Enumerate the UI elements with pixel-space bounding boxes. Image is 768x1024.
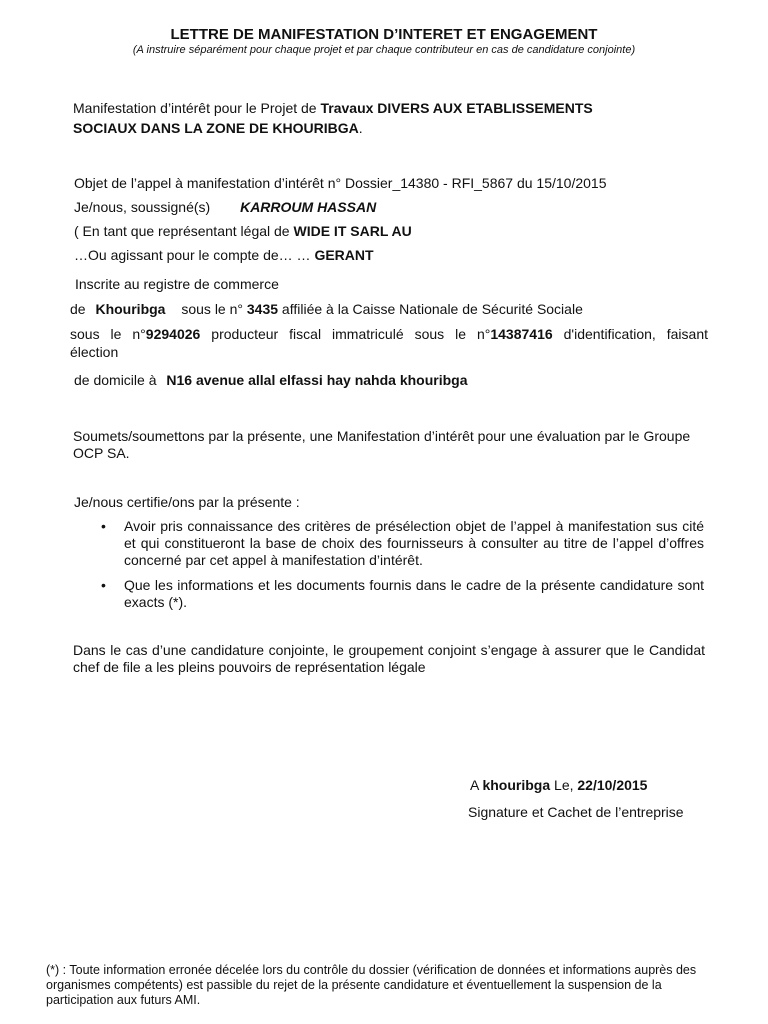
bullet-dot-2: • xyxy=(101,577,106,593)
document-subtitle: (A instruire séparément pour chaque projet et par chaque contributeur en cas de candidature conjointe) xyxy=(132,44,636,56)
rc-city: Khouribga xyxy=(95,301,166,317)
signatory-label: Je/nous, soussigné(s) xyxy=(74,199,211,215)
rc-line xyxy=(70,301,583,317)
if-number: 14387416 xyxy=(490,326,553,342)
rc-mid: sous le n° xyxy=(181,301,243,317)
certifie-line: Je/nous certifie/ons par la présente : xyxy=(74,494,300,510)
bullet-dot-1: • xyxy=(101,518,106,534)
cnss-line-1 xyxy=(70,326,708,342)
domicile-line xyxy=(74,372,468,388)
project-intro: Manifestation d’intérêt pour le Projet de xyxy=(73,100,321,116)
date-value: 22/10/2015 xyxy=(577,777,648,793)
conjointe-paragraph: Dans le cas d’une candidature conjointe, le groupement conjoint s’engage à assurer que le Candidat chef de file a les pleins pouvoirs de représentation légale xyxy=(73,642,705,675)
date-city: khouribga xyxy=(482,777,551,793)
cnss-suffix: d'identification, faisant xyxy=(552,326,709,342)
project-end: . xyxy=(358,120,363,136)
cnss-line-2: élection xyxy=(70,344,119,360)
rc-prefix: de xyxy=(70,301,86,317)
project-name-part-2: SOCIAUX DANS LA ZONE DE KHOURIBGA xyxy=(73,120,359,136)
date-prefix: A xyxy=(470,777,483,793)
date-line xyxy=(470,777,647,793)
rc-number: 3435 xyxy=(246,301,279,317)
cnss-number: 9294026 xyxy=(145,326,201,342)
footnote: (*) : Toute information erronée décelée lors du contrôle du dossier (vérification de données et informations auprès des organismes compétents) est passible du rejet de la présente candidature et éventuellement la suspension de la participation aux futurs AMI. xyxy=(46,963,697,1007)
domicile-prefix: de domicile à xyxy=(74,372,157,388)
cnss-line xyxy=(70,326,708,360)
domicile-address: N16 avenue allal elfassi hay nahda khouribga xyxy=(166,372,468,388)
soumets-paragraph: Soumets/soumettons par la présente, une Manifestation d’intérêt pour une évaluation par le Groupe OCP SA. xyxy=(73,428,691,461)
bullet-item-2: Que les informations et les documents fournis dans le cadre de la présente candidature sont exacts (*). xyxy=(124,577,704,610)
bullet-item-1: Avoir pris connaissance des critères de présélection objet de l’appel à manifestation sus cité et qui constitueront la base de choix des fournisseurs à consulter au titre de l’appel d’offres concerné par cet appel à manifestation d’intérêt. xyxy=(124,518,704,568)
signature-label: Signature et Cachet de l’entreprise xyxy=(468,804,684,820)
compte-label: …Ou agissant pour le compte de… … xyxy=(74,247,315,263)
compte-line xyxy=(74,247,374,263)
cnss-mid: producteur fiscal immatriculé sous le n° xyxy=(200,326,491,342)
signatory-line xyxy=(74,199,376,215)
representant-label: ( En tant que représentant légal de xyxy=(74,223,294,239)
project-line-1 xyxy=(73,100,593,116)
cnss-prefix: sous le n° xyxy=(70,326,146,342)
company-name: WIDE IT SARL AU xyxy=(293,223,412,239)
rc-suffix: affiliée à la Caisse Nationale de Sécurité Sociale xyxy=(278,301,583,317)
signatory-name: KARROUM HASSAN xyxy=(240,199,377,215)
role-value: GERANT xyxy=(314,247,374,263)
document-title: LETTRE DE MANIFESTATION D’INTERET ET ENGAGEMENT xyxy=(170,26,598,43)
representant-line xyxy=(74,223,412,239)
project-name-part-1: Travaux DIVERS AUX ETABLISSEMENTS xyxy=(320,100,593,116)
objet-line: Objet de l’appel à manifestation d’intérêt n° Dossier_14380 - RFI_5867 du 15/10/2015 xyxy=(74,175,607,191)
date-mid: Le, xyxy=(550,777,578,793)
project-line-2 xyxy=(73,120,363,136)
registre-line: Inscrite au registre de commerce xyxy=(75,276,279,292)
